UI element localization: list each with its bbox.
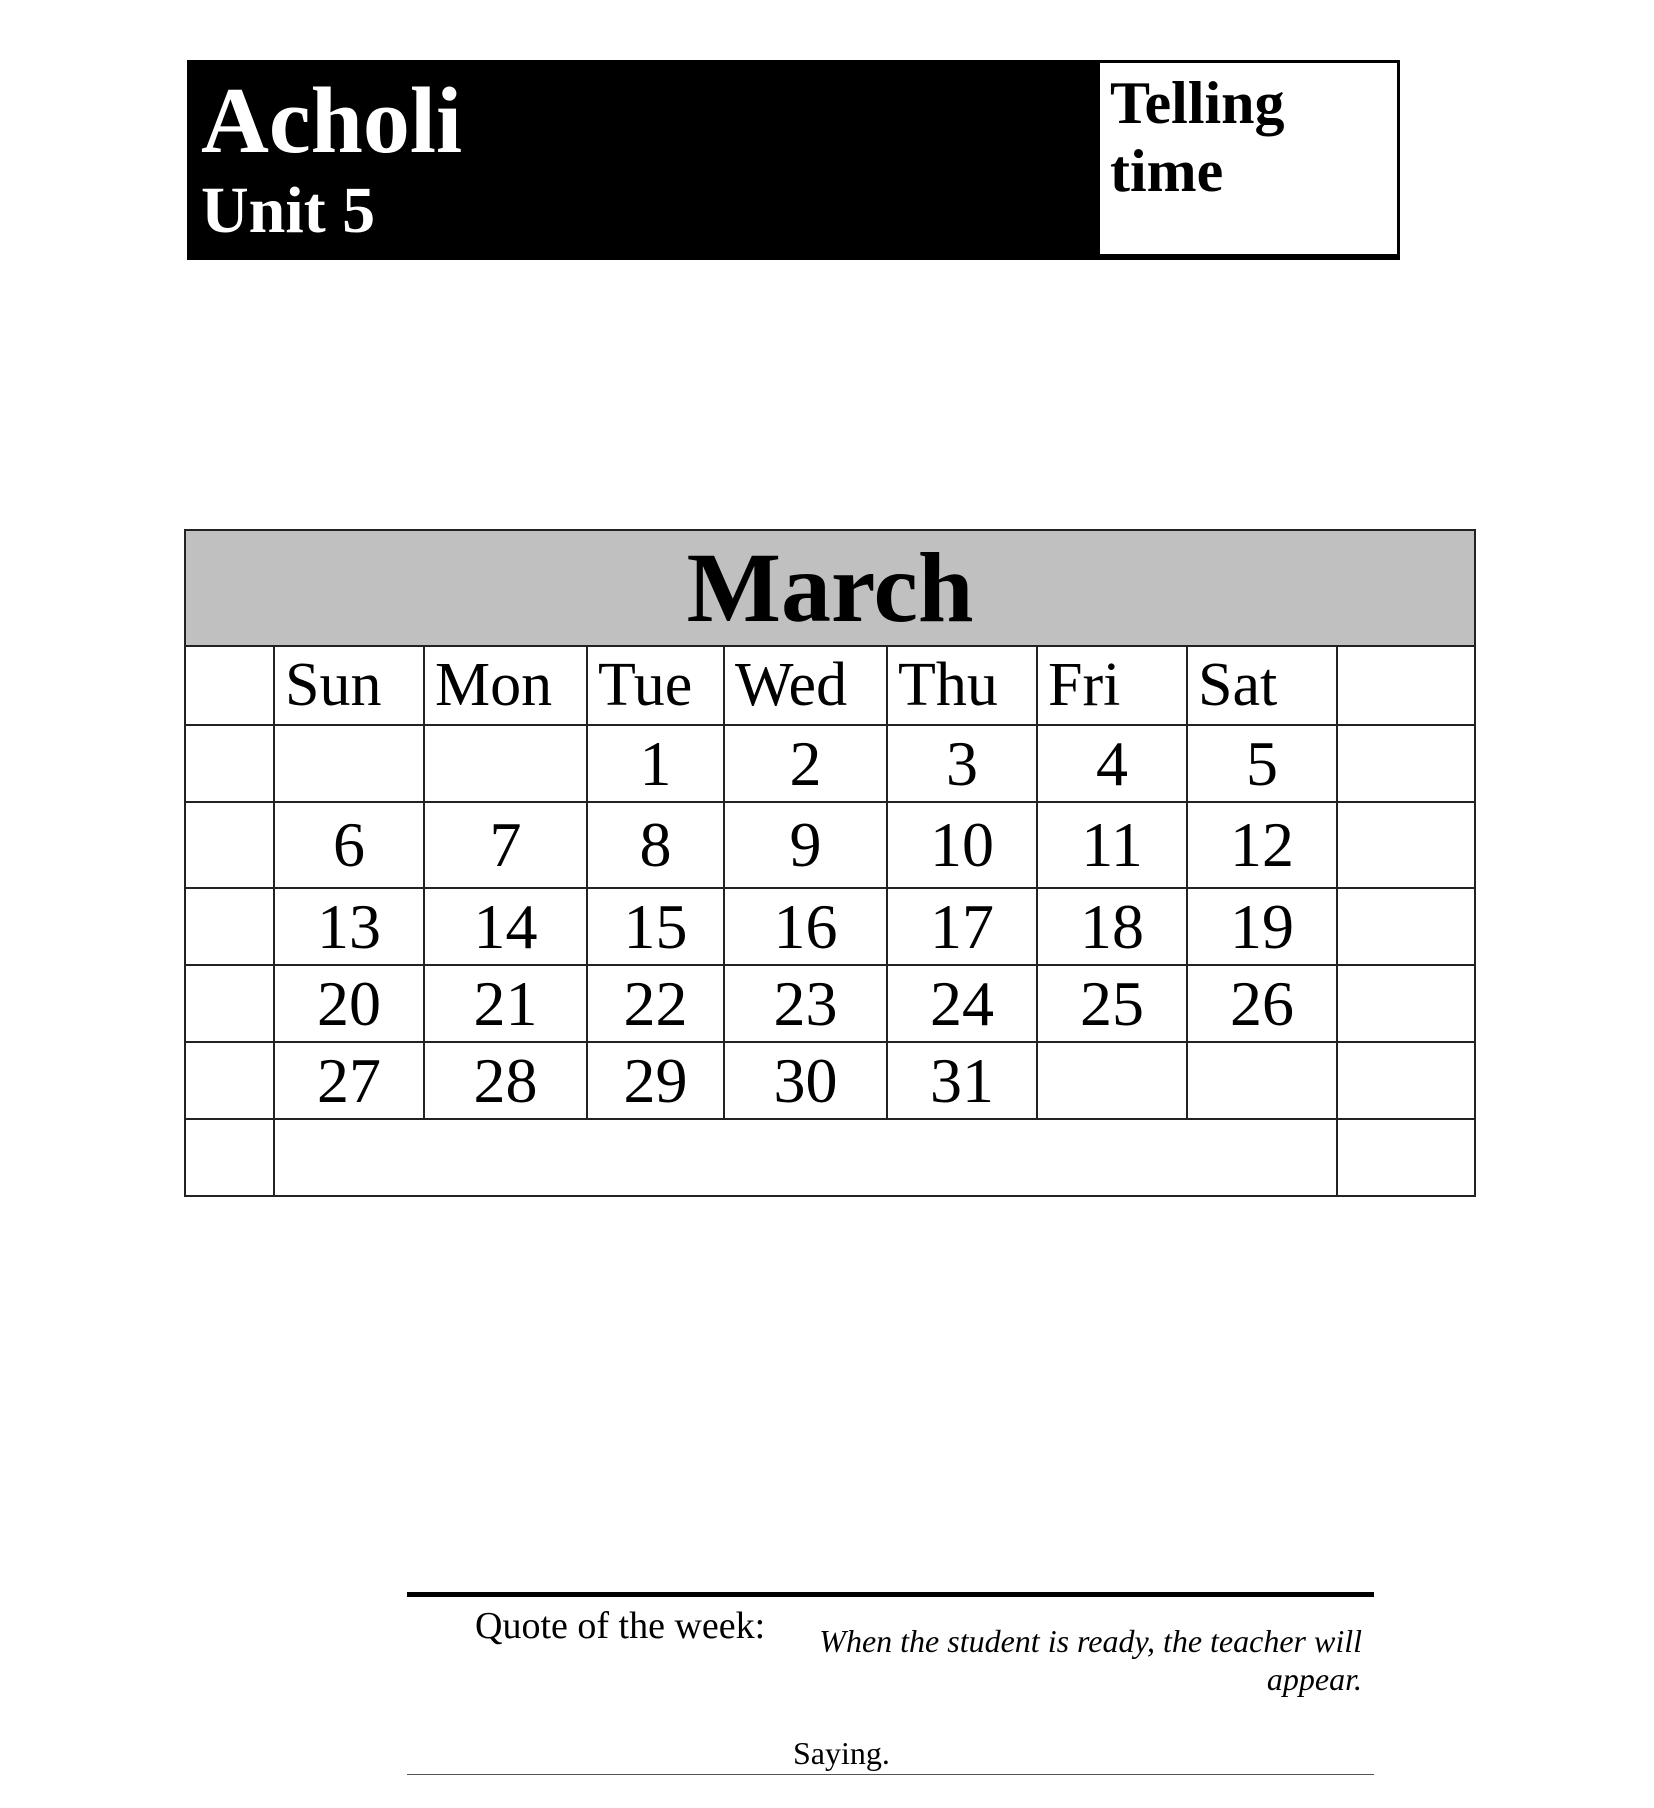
topic-line-2: time — [1110, 138, 1224, 204]
day-number: 25 — [1080, 967, 1144, 1039]
day-number: 30 — [773, 1044, 838, 1116]
weekday-label: Wed — [724, 646, 887, 725]
header-divider — [1085, 60, 1097, 257]
quote-bottom-rule — [407, 1774, 1374, 1775]
header-title-block — [187, 60, 1085, 257]
weekday-label: Thu — [887, 646, 1037, 725]
blank-row — [185, 1119, 1475, 1196]
day-cell — [1187, 802, 1337, 888]
weekday-label: Tue — [587, 646, 724, 725]
month-title: March — [185, 530, 1475, 646]
quote-text: When the student is ready, the teacher will appear. — [819, 1623, 1362, 1697]
day-cell — [1037, 888, 1187, 965]
weekday-label: Fri — [1037, 646, 1187, 725]
day-number: 4 — [1096, 727, 1128, 799]
day-cell — [587, 1042, 724, 1119]
day-number: 9 — [789, 809, 822, 880]
day-cell — [1187, 725, 1337, 802]
day-number: 7 — [489, 809, 522, 880]
day-number: 8 — [639, 809, 672, 880]
day-cell — [587, 888, 724, 965]
day-number: 29 — [623, 1044, 688, 1116]
day-cell — [1037, 965, 1187, 1042]
day-number: 1 — [639, 727, 672, 799]
margin-cell — [185, 965, 274, 1042]
day-cell — [724, 1042, 887, 1119]
day-cell — [1187, 888, 1337, 965]
quote-label: Quote of the week: — [475, 1605, 766, 1647]
day-number: 14 — [473, 890, 538, 962]
margin-cell — [1337, 965, 1475, 1042]
margin-cell — [185, 888, 274, 965]
day-cell — [887, 1042, 1037, 1119]
language-title: Acholi — [201, 69, 463, 173]
day-number: 26 — [1230, 967, 1294, 1039]
day-number: 28 — [473, 1044, 538, 1116]
day-cell — [424, 1042, 587, 1119]
day-cell — [274, 888, 424, 965]
margin-cell — [185, 802, 274, 888]
day-cell — [424, 965, 587, 1042]
day-number: 6 — [333, 809, 365, 880]
day-number: 16 — [773, 890, 838, 962]
day-number: 5 — [1246, 727, 1278, 799]
quote-top-rule — [407, 1592, 1374, 1597]
day-cell — [724, 802, 887, 888]
topic-box — [1097, 60, 1400, 257]
week-row — [185, 1042, 1475, 1119]
day-number: 11 — [1081, 809, 1143, 880]
day-cell — [274, 965, 424, 1042]
weekday-label: Sat — [1187, 646, 1337, 725]
margin-cell — [1337, 1119, 1475, 1196]
day-number: 21 — [473, 967, 538, 1039]
margin-cell — [1337, 802, 1475, 888]
day-number: 24 — [930, 967, 994, 1039]
day-cell — [424, 725, 587, 802]
day-number: 23 — [773, 967, 838, 1039]
margin-cell — [1337, 725, 1475, 802]
margin-cell — [1337, 888, 1475, 965]
day-number: 12 — [1230, 809, 1294, 880]
week-row — [185, 802, 1475, 888]
day-cell — [887, 888, 1037, 965]
day-cell — [424, 802, 587, 888]
day-cell — [724, 725, 887, 802]
weekday-header-row — [185, 646, 1475, 725]
day-number: 2 — [789, 727, 822, 799]
day-cell — [274, 802, 424, 888]
day-cell — [724, 888, 887, 965]
margin-cell — [185, 1042, 274, 1119]
day-number: 31 — [930, 1044, 994, 1116]
day-cell — [274, 1042, 424, 1119]
day-number: 3 — [946, 727, 978, 799]
day-number: 13 — [317, 890, 381, 962]
weekday-label: Sun — [274, 646, 424, 725]
week-row — [185, 965, 1475, 1042]
week-row — [185, 888, 1475, 965]
day-cell — [424, 888, 587, 965]
day-cell — [1037, 725, 1187, 802]
day-cell — [1037, 1042, 1187, 1119]
day-number: 17 — [930, 890, 994, 962]
day-cell — [887, 802, 1037, 888]
day-cell — [587, 725, 724, 802]
month-calendar — [184, 529, 1476, 1197]
quote-source: Saying. — [793, 1735, 890, 1771]
unit-title: Unit 5 — [201, 174, 376, 247]
day-cell — [587, 965, 724, 1042]
margin-cell — [185, 725, 274, 802]
week-row — [185, 725, 1475, 802]
unit-header — [187, 60, 1400, 260]
day-number: 27 — [317, 1044, 381, 1116]
margin-cell — [1337, 646, 1475, 725]
day-number: 10 — [930, 809, 994, 880]
day-number: 20 — [317, 967, 381, 1039]
day-cell — [724, 965, 887, 1042]
notes-cell — [274, 1119, 1337, 1196]
day-cell — [887, 965, 1037, 1042]
weekday-label: Mon — [424, 646, 587, 725]
margin-cell — [185, 646, 274, 725]
day-cell — [887, 725, 1037, 802]
day-number: 15 — [623, 890, 688, 962]
calendar-body — [185, 725, 1475, 1196]
margin-cell — [1337, 1042, 1475, 1119]
day-number: 19 — [1230, 890, 1294, 962]
day-number: 22 — [623, 967, 688, 1039]
day-cell — [1187, 965, 1337, 1042]
day-number: 18 — [1080, 890, 1144, 962]
day-cell — [587, 802, 724, 888]
topic-line-1: Telling — [1110, 70, 1285, 136]
day-cell — [1187, 1042, 1337, 1119]
day-cell — [274, 725, 424, 802]
day-cell — [1037, 802, 1187, 888]
margin-cell — [185, 1119, 274, 1196]
